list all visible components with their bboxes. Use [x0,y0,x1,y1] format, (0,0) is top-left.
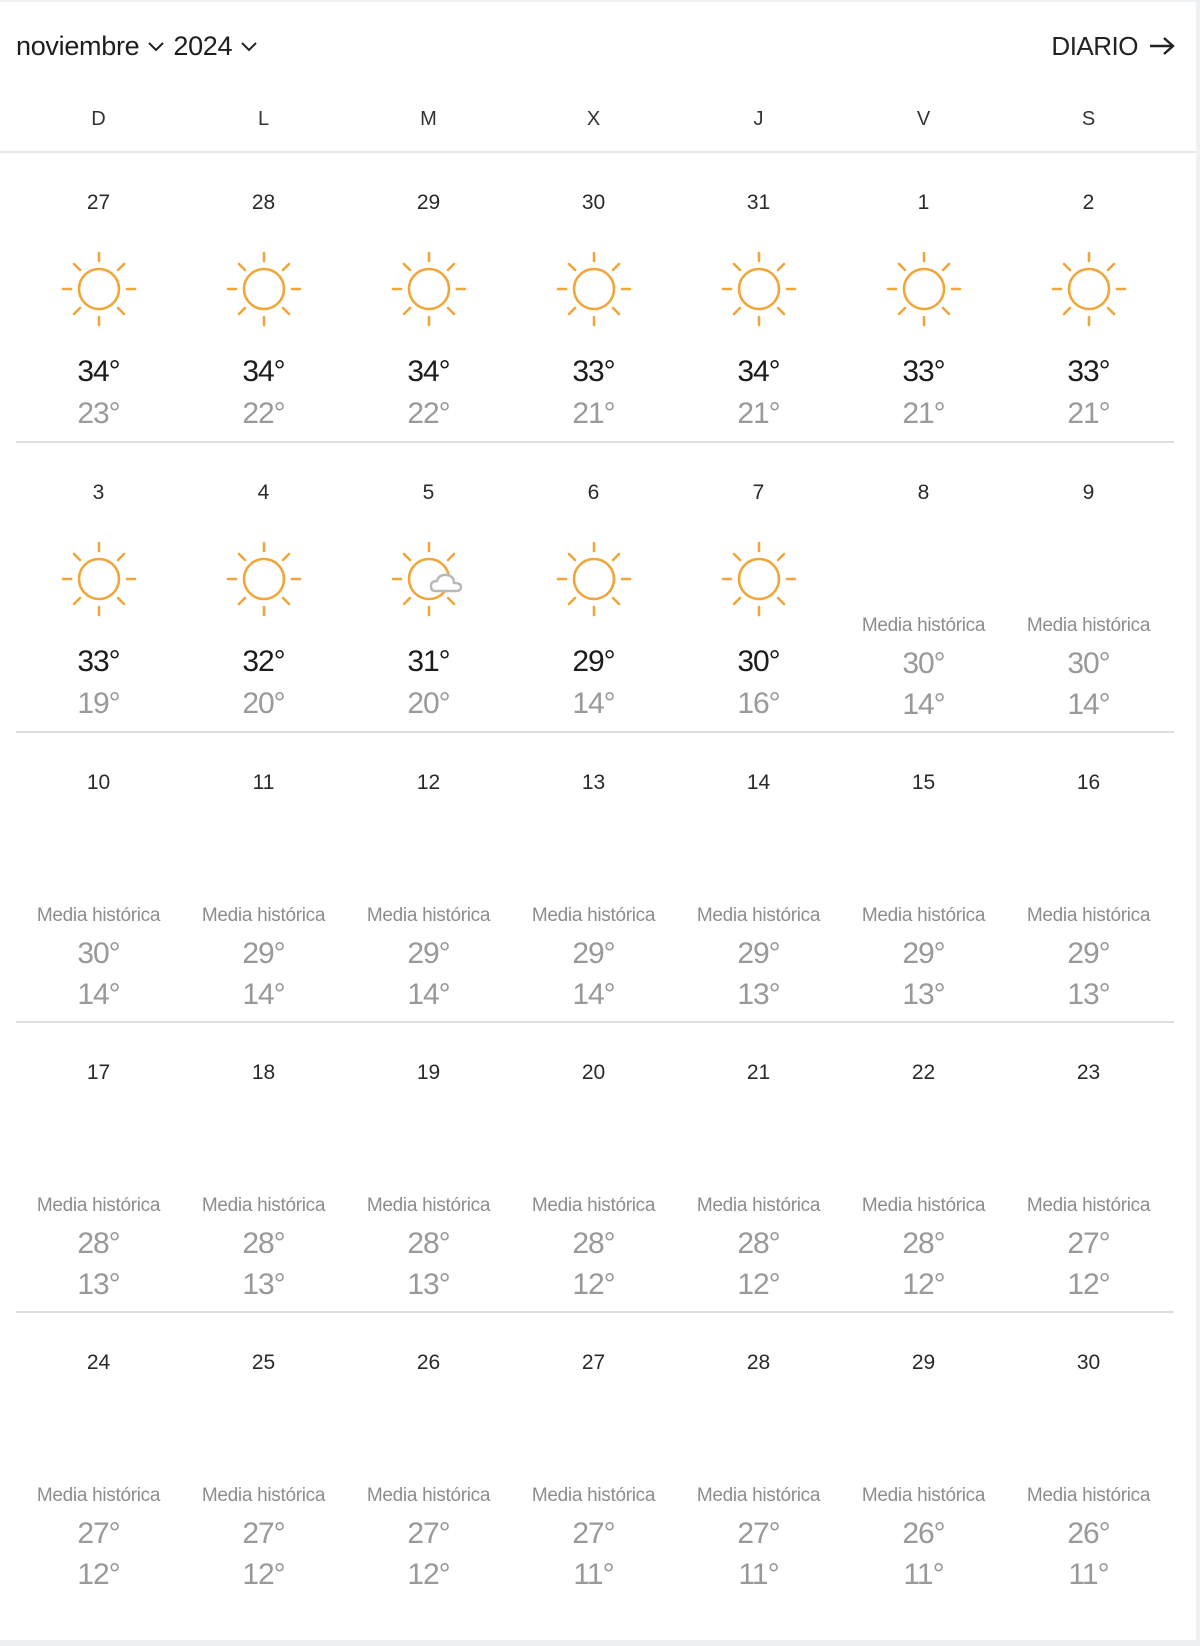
day-cell-historical[interactable] [841,733,1006,1021]
day-cell-historical[interactable] [181,733,346,1021]
min-temperature: 11° [903,1558,944,1591]
min-temperature: 12° [737,1268,780,1301]
historical-average-label: Media histórica [1026,905,1151,926]
day-number: 2 [1082,191,1095,214]
min-temperature: 13° [1067,978,1110,1011]
historical-average-label: Media histórica [36,1195,161,1216]
max-temperature: 33° [902,355,945,388]
day-cell-historical[interactable] [676,1313,841,1603]
historical-average-label: Media histórica [696,1485,821,1506]
day-number: 28 [251,191,276,214]
min-temperature: 22° [242,397,285,430]
historical-average-label: Media histórica [861,905,986,926]
min-temperature: 16° [737,687,780,720]
day-number: 4 [257,481,270,504]
day-number: 30 [581,191,606,214]
day-cell-historical[interactable] [1006,1023,1171,1311]
day-number: 29 [416,191,441,214]
min-temperature: 19° [77,687,120,720]
historical-average-label: Media histórica [366,1195,491,1216]
max-temperature: 27° [572,1517,615,1550]
day-cell-historical[interactable] [1006,733,1171,1021]
historical-average-label: Media histórica [531,1195,656,1216]
historical-average-label: Media histórica [36,905,161,926]
historical-average-label: Media histórica [861,1195,986,1216]
weekday-label: J [753,108,764,130]
historical-average-label: Media histórica [201,905,326,926]
day-number: 26 [416,1351,441,1374]
historical-average-label: Media histórica [861,615,986,636]
max-temperature: 34° [737,355,780,388]
historical-average-label: Media histórica [696,1195,821,1216]
calendar-header [16,24,1176,68]
day-number: 3 [92,481,105,504]
max-temperature: 33° [572,355,615,388]
day-cell-forecast[interactable] [1006,153,1171,441]
sun-icon [554,249,634,329]
day-number: 13 [581,771,606,794]
day-cell-historical[interactable] [346,1313,511,1603]
max-temperature: 27° [407,1517,450,1550]
chevron-down-icon [147,40,165,52]
max-temperature: 28° [407,1227,450,1260]
day-cell-historical[interactable] [511,1313,676,1603]
max-temperature: 29° [737,937,780,970]
day-cell-forecast[interactable] [346,443,511,731]
max-temperature: 33° [1067,355,1110,388]
week-row [16,1023,1174,1313]
min-temperature: 21° [902,397,945,430]
arrow-right-icon [1148,35,1176,57]
daily-view-link[interactable] [1051,31,1176,62]
weekday-label: M [420,108,437,130]
day-number: 21 [746,1061,771,1084]
sun-icon [389,249,469,329]
historical-average-label: Media histórica [861,1485,986,1506]
day-cell-forecast[interactable] [181,153,346,441]
day-number: 1 [917,191,930,214]
max-temperature: 28° [242,1227,285,1260]
weekday-header-row [0,97,1196,153]
day-number: 23 [1076,1061,1101,1084]
monthly-forecast-panel [0,2,1196,1640]
max-temperature: 30° [902,647,945,680]
min-temperature: 11° [573,1558,614,1591]
day-cell-forecast[interactable] [511,443,676,731]
day-cell-historical[interactable] [181,1313,346,1603]
historical-average-label: Media histórica [201,1195,326,1216]
max-temperature: 32° [242,645,285,678]
min-temperature: 12° [242,1558,285,1591]
day-cell-historical[interactable] [841,443,1006,731]
max-temperature: 28° [572,1227,615,1260]
day-cell-historical[interactable] [841,1023,1006,1311]
day-number: 16 [1076,771,1101,794]
min-temperature: 14° [407,978,450,1011]
day-cell-historical[interactable] [1006,1313,1171,1603]
max-temperature: 30° [737,645,780,678]
day-number: 19 [416,1061,441,1084]
historical-average-label: Media histórica [531,905,656,926]
day-number: 29 [911,1351,936,1374]
day-cell-historical[interactable] [511,1023,676,1311]
day-number: 8 [917,481,930,504]
max-temperature: 28° [737,1227,780,1260]
min-temperature: 14° [902,688,945,721]
day-number: 6 [587,481,600,504]
day-number: 28 [746,1351,771,1374]
max-temperature: 29° [242,937,285,970]
min-temperature: 14° [1067,688,1110,721]
sun-icon [719,539,799,619]
min-temperature: 12° [572,1268,615,1301]
min-temperature: 11° [1068,1558,1109,1591]
sun-icon [224,539,304,619]
week-row [16,153,1174,443]
weekday-label: L [257,108,270,130]
historical-average-label: Media histórica [1026,1195,1151,1216]
sun-icon [59,249,139,329]
min-temperature: 13° [77,1268,120,1301]
sun-icon [554,539,634,619]
sun-icon [224,249,304,329]
max-temperature: 28° [902,1227,945,1260]
max-temperature: 29° [572,937,615,970]
max-temperature: 29° [407,937,450,970]
max-temperature: 27° [77,1517,120,1550]
day-number: 9 [1082,481,1095,504]
month-selector[interactable] [16,31,173,62]
calendar-grid [16,153,1174,1603]
day-number: 12 [416,771,441,794]
day-cell-historical[interactable] [511,733,676,1021]
day-cell-forecast[interactable] [16,153,181,441]
day-cell-historical[interactable] [346,1023,511,1311]
week-row [16,733,1174,1023]
historical-average-label: Media histórica [201,1485,326,1506]
min-temperature: 21° [737,397,780,430]
max-temperature: 28° [77,1227,120,1260]
day-number: 7 [752,481,765,504]
day-cell-forecast[interactable] [676,153,841,441]
min-temperature: 14° [242,978,285,1011]
min-temperature: 21° [1067,397,1110,430]
day-number: 27 [86,191,111,214]
day-number: 27 [581,1351,606,1374]
max-temperature: 29° [1067,937,1110,970]
day-cell-forecast[interactable] [676,443,841,731]
min-temperature: 20° [242,687,285,720]
chevron-down-icon [240,40,258,52]
max-temperature: 30° [77,937,120,970]
min-temperature: 23° [77,397,120,430]
day-number: 20 [581,1061,606,1084]
historical-average-label: Media histórica [36,1485,161,1506]
min-temperature: 13° [737,978,780,1011]
day-cell-forecast[interactable] [16,443,181,731]
min-temperature: 13° [902,978,945,1011]
historical-average-label: Media histórica [366,905,491,926]
min-temperature: 14° [572,687,615,720]
week-row [16,1313,1174,1603]
daily-view-label: DIARIO [1051,30,1138,61]
partly-cloudy-icon [389,539,469,619]
period-selectors [16,31,266,62]
day-number: 11 [252,771,275,794]
day-number: 15 [911,771,936,794]
day-number: 18 [251,1061,276,1084]
sun-icon [719,249,799,329]
day-number: 31 [746,191,771,214]
historical-average-label: Media histórica [531,1485,656,1506]
week-row [16,443,1174,733]
min-temperature: 20° [407,687,450,720]
day-cell-historical[interactable] [676,1023,841,1311]
max-temperature: 34° [407,355,450,388]
day-cell-historical[interactable] [841,1313,1006,1603]
historical-average-label: Media histórica [1026,1485,1151,1506]
day-cell-forecast[interactable] [841,153,1006,441]
max-temperature: 30° [1067,647,1110,680]
max-temperature: 29° [902,937,945,970]
min-temperature: 12° [1067,1268,1110,1301]
day-cell-forecast[interactable] [346,153,511,441]
min-temperature: 12° [77,1558,120,1591]
sun-icon [884,249,964,329]
day-cell-historical[interactable] [181,1023,346,1311]
max-temperature: 29° [572,645,615,678]
day-number: 10 [86,771,111,794]
day-number: 17 [86,1061,111,1084]
weekday-label: S [1081,108,1096,130]
year-label: 2024 [173,30,233,61]
max-temperature: 33° [77,645,120,678]
month-label: noviembre [16,30,140,61]
day-cell-historical[interactable] [16,733,181,1021]
max-temperature: 27° [737,1517,780,1550]
weekday-label: D [91,108,106,130]
day-number: 22 [911,1061,936,1084]
day-number: 24 [86,1351,111,1374]
day-cell-historical[interactable] [16,1023,181,1311]
min-temperature: 12° [902,1268,945,1301]
max-temperature: 34° [242,355,285,388]
historical-average-label: Media histórica [696,905,821,926]
day-number: 25 [251,1351,276,1374]
day-cell-historical[interactable] [16,1313,181,1603]
weekday-label: V [916,108,931,130]
weekday-label: X [586,108,601,130]
min-temperature: 13° [242,1268,285,1301]
min-temperature: 22° [407,397,450,430]
year-selector[interactable] [173,31,266,62]
min-temperature: 13° [407,1268,450,1301]
day-number: 30 [1076,1351,1101,1374]
min-temperature: 21° [572,397,615,430]
max-temperature: 31° [407,645,450,678]
day-cell-forecast[interactable] [511,153,676,441]
sun-icon [1049,249,1129,329]
day-cell-historical[interactable] [1006,443,1171,731]
historical-average-label: Media histórica [366,1485,491,1506]
min-temperature: 14° [572,978,615,1011]
max-temperature: 26° [902,1517,945,1550]
historical-average-label: Media histórica [1026,615,1151,636]
day-number: 14 [746,771,771,794]
day-number: 5 [422,481,435,504]
day-cell-historical[interactable] [346,733,511,1021]
sun-icon [59,539,139,619]
day-cell-forecast[interactable] [181,443,346,731]
max-temperature: 34° [77,355,120,388]
min-temperature: 12° [407,1558,450,1591]
min-temperature: 14° [77,978,120,1011]
max-temperature: 27° [242,1517,285,1550]
day-cell-historical[interactable] [676,733,841,1021]
min-temperature: 11° [738,1558,779,1591]
max-temperature: 27° [1067,1227,1110,1260]
max-temperature: 26° [1067,1517,1110,1550]
